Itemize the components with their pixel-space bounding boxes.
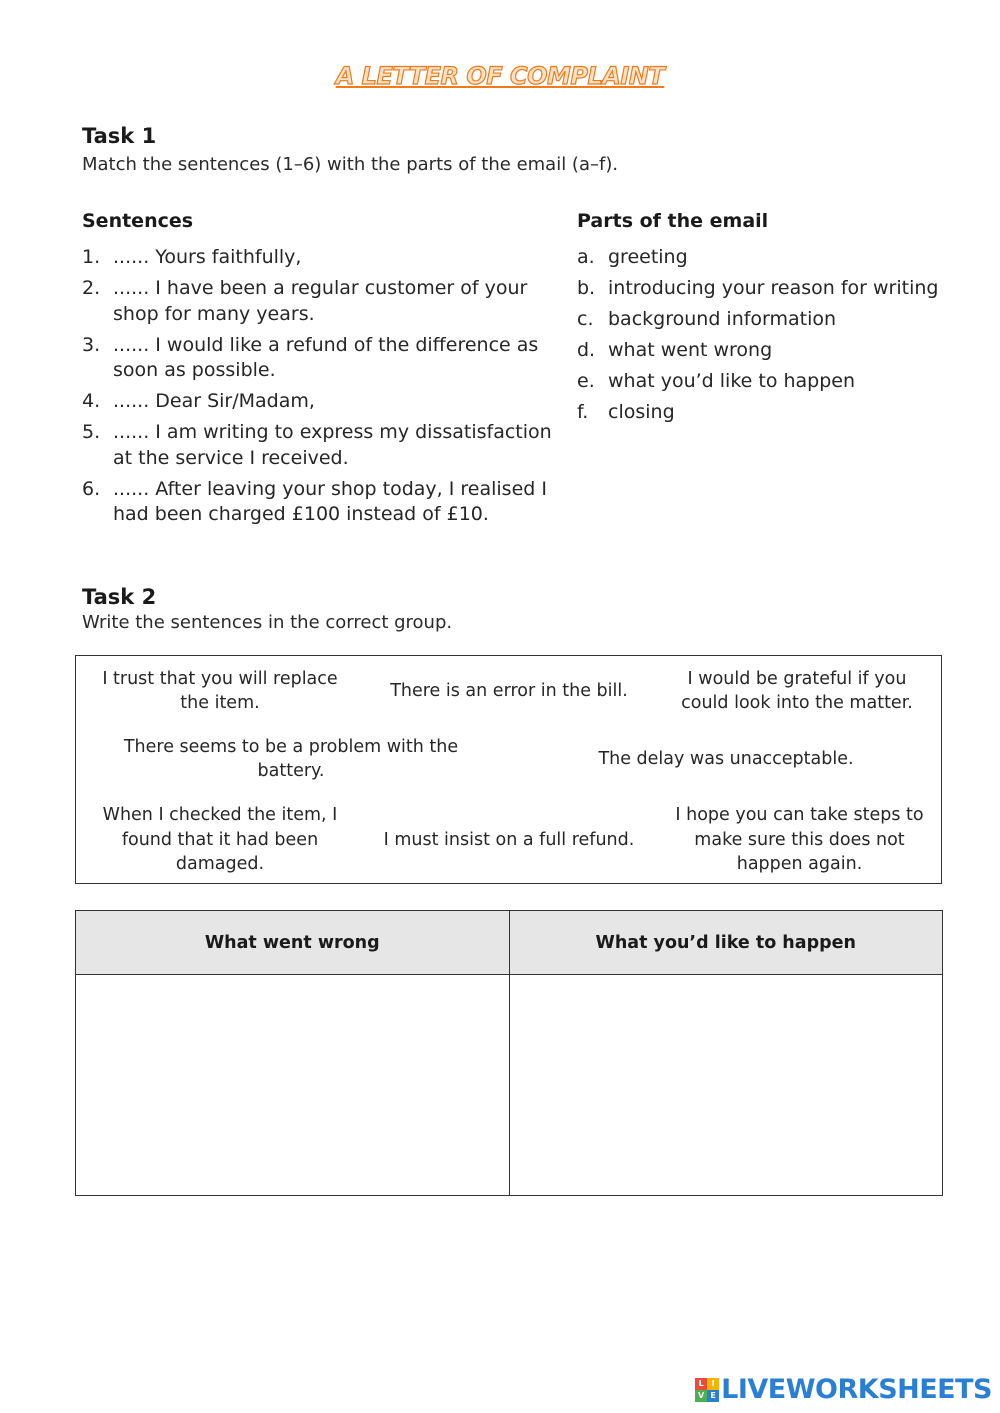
part-text: background information <box>608 308 837 330</box>
part-item <box>577 307 977 333</box>
task2-heading: Task 2 <box>82 585 157 609</box>
part-item <box>577 245 977 271</box>
part-item <box>577 400 977 426</box>
part-letter: c. <box>577 308 594 330</box>
draggable-phrase[interactable]: There seems to be a problem with the battery. <box>123 736 459 781</box>
sentence-number: 2. <box>82 277 101 299</box>
drop-zone-what-went-wrong[interactable] <box>76 975 510 1196</box>
sentence-number: 5. <box>82 421 101 443</box>
draggable-phrase[interactable]: When I checked the item, I found that it had been damaged. <box>102 805 338 875</box>
draggable-phrase[interactable]: There is an error in the bill. <box>390 680 628 701</box>
sentence-number: 4. <box>82 390 101 412</box>
draggable-phrase[interactable]: The delay was unacceptable. <box>598 748 854 769</box>
drop-zone-what-youd-like[interactable] <box>509 975 943 1196</box>
part-item <box>577 276 977 302</box>
brand-name: LIVEWORKSHEETS <box>721 1374 992 1405</box>
draggable-phrase[interactable]: I would be grateful if you could look into the matter. <box>681 668 913 713</box>
sentence-number: 1. <box>82 246 101 268</box>
sentence-item <box>82 333 552 384</box>
part-text: what went wrong <box>608 339 773 361</box>
task2-instruction: Write the sentences in the correct group. <box>82 612 453 633</box>
sentence-item <box>82 276 552 327</box>
part-item <box>577 369 977 395</box>
draggable-phrase[interactable]: I trust that you will replace the item. <box>102 668 338 713</box>
logo-tile: V <box>695 1390 707 1402</box>
part-text: closing <box>608 401 675 423</box>
part-letter: e. <box>577 370 595 392</box>
parts-heading: Parts of the email <box>577 210 769 232</box>
sentence-number: 6. <box>82 477 101 500</box>
logo-tile: E <box>707 1390 719 1402</box>
draggable-phrase[interactable]: I must insist on a full refund. <box>383 829 635 850</box>
column-header-what-youd-like: What you’d like to happen <box>509 911 943 975</box>
word-bank <box>75 655 942 884</box>
part-text: greeting <box>608 246 688 268</box>
part-letter: a. <box>577 246 595 268</box>
logo-tile: I <box>707 1378 719 1390</box>
part-text: what you’d like to happen <box>608 370 856 392</box>
task1-heading: Task 1 <box>82 124 157 148</box>
part-letter: d. <box>577 339 596 361</box>
sentences-heading: Sentences <box>82 210 194 232</box>
logo-tile: L <box>695 1378 707 1390</box>
sentence-item <box>82 389 552 415</box>
sentence-item <box>82 245 552 271</box>
part-text: introducing your reason for writing <box>608 277 939 299</box>
task1-instruction: Match the sentences (1–6) with the parts of the email (a–f). <box>82 154 619 175</box>
sentence-item <box>82 477 552 528</box>
part-letter: b. <box>577 277 596 299</box>
sentence-list <box>82 245 552 533</box>
brand-watermark <box>695 1374 992 1405</box>
column-header-what-went-wrong: What went wrong <box>76 911 510 975</box>
sentence-text: ...... Yours faithfully, <box>113 246 302 268</box>
page-title: A LETTER OF COMPLAINT <box>335 62 665 90</box>
sentence-item <box>82 420 552 471</box>
brand-logo-icon <box>695 1378 719 1402</box>
part-item <box>577 338 977 364</box>
part-letter: f. <box>577 401 589 423</box>
sentence-text: ...... After leaving your shop today, I realised I had been charged £100 instead of £10. <box>113 477 547 525</box>
draggable-phrase[interactable]: I hope you can take steps to make sure this does not happen again. <box>675 805 924 875</box>
sentence-number: 3. <box>82 333 101 356</box>
sentence-text: ...... I would like a refund of the difference as soon as possible. <box>113 333 539 381</box>
sentence-text: ...... I am writing to express my dissatisfaction at the service I received. <box>113 421 552 469</box>
sentence-text: ...... I have been a regular customer of your shop for many years. <box>113 277 528 325</box>
parts-list <box>577 245 977 431</box>
sorting-table <box>75 910 943 1196</box>
sentence-text: ...... Dear Sir/Madam, <box>113 390 315 412</box>
